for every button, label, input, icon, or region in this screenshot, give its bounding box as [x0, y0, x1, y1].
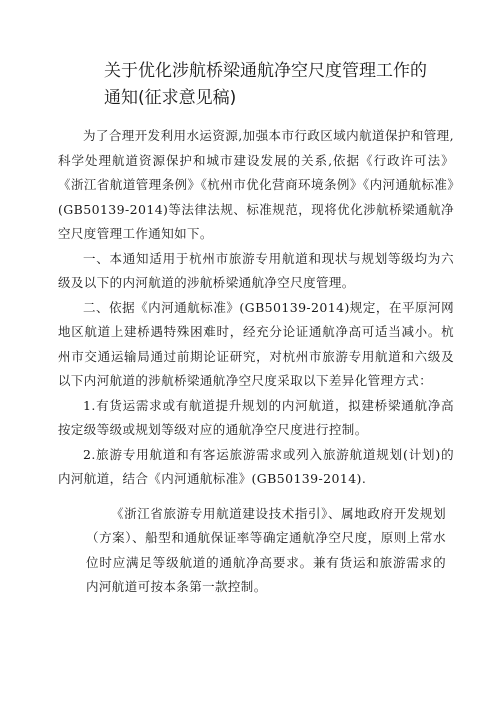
document-title — [104, 58, 464, 112]
title-line-1: 关于优化涉航桥梁通航净空尺度管理工作的 — [104, 61, 427, 81]
intro-paragraph: 为了合理开发利用水运资源,加强本市行政区域内航道保护和管理,科学处理航道资源保护和城市建设发展的关系,依据《行政许可法》《浙江省航道管理条例》《杭州市优化营商环境条例》《内河通航标准》(GB50139-2014)等法律法规、标准规范，现将优化涉航桥梁通航净空尺度管理工作通知如下。 — [58, 128, 454, 241]
title-line-2: 通知(征求意见稿) — [104, 88, 237, 108]
article-2-item-2-continued: 《浙江省旅游专用航道建设技术指引》、属地政府开发规划（方案）、船型和通航保证率等确定通航净空尺度，原则上常水位时应满足等级航道的通航净高要求。兼有货运和旅游需求的内河航道可按本条第一款控制。 — [86, 505, 446, 594]
article-2-paragraph: 二、依据《内河通航标准》(GB50139-2014)规定，在平原河网地区航道上建桥遇特殊困难时，经充分论证通航净高可适当减小。杭州市交通运输局通过前期论证研究，对杭州市旅游专用航道和六级及以下内河航道的涉航桥梁通航净空尺度采取以下差异化管理方式： — [58, 299, 454, 388]
document-body — [58, 124, 454, 600]
article-1-paragraph: 一、本通知适用于杭州市旅游专用航道和现状与规划等级均为六级及以下的内河航道的涉航桥梁通航净空尺度管理。 — [58, 250, 454, 290]
article-2-item-2: 2.旅游专用航道和有客运旅游需求或列入旅游航道规划(计划)的内河航道，结合《内河通航标准》(GB50139-2014). — [58, 446, 454, 486]
article-2-item-1: 1.有货运需求或有航道提升规划的内河航道，拟建桥梁通航净高按定级等级或规划等级对应的通航净空尺度进行控制。 — [58, 397, 454, 437]
